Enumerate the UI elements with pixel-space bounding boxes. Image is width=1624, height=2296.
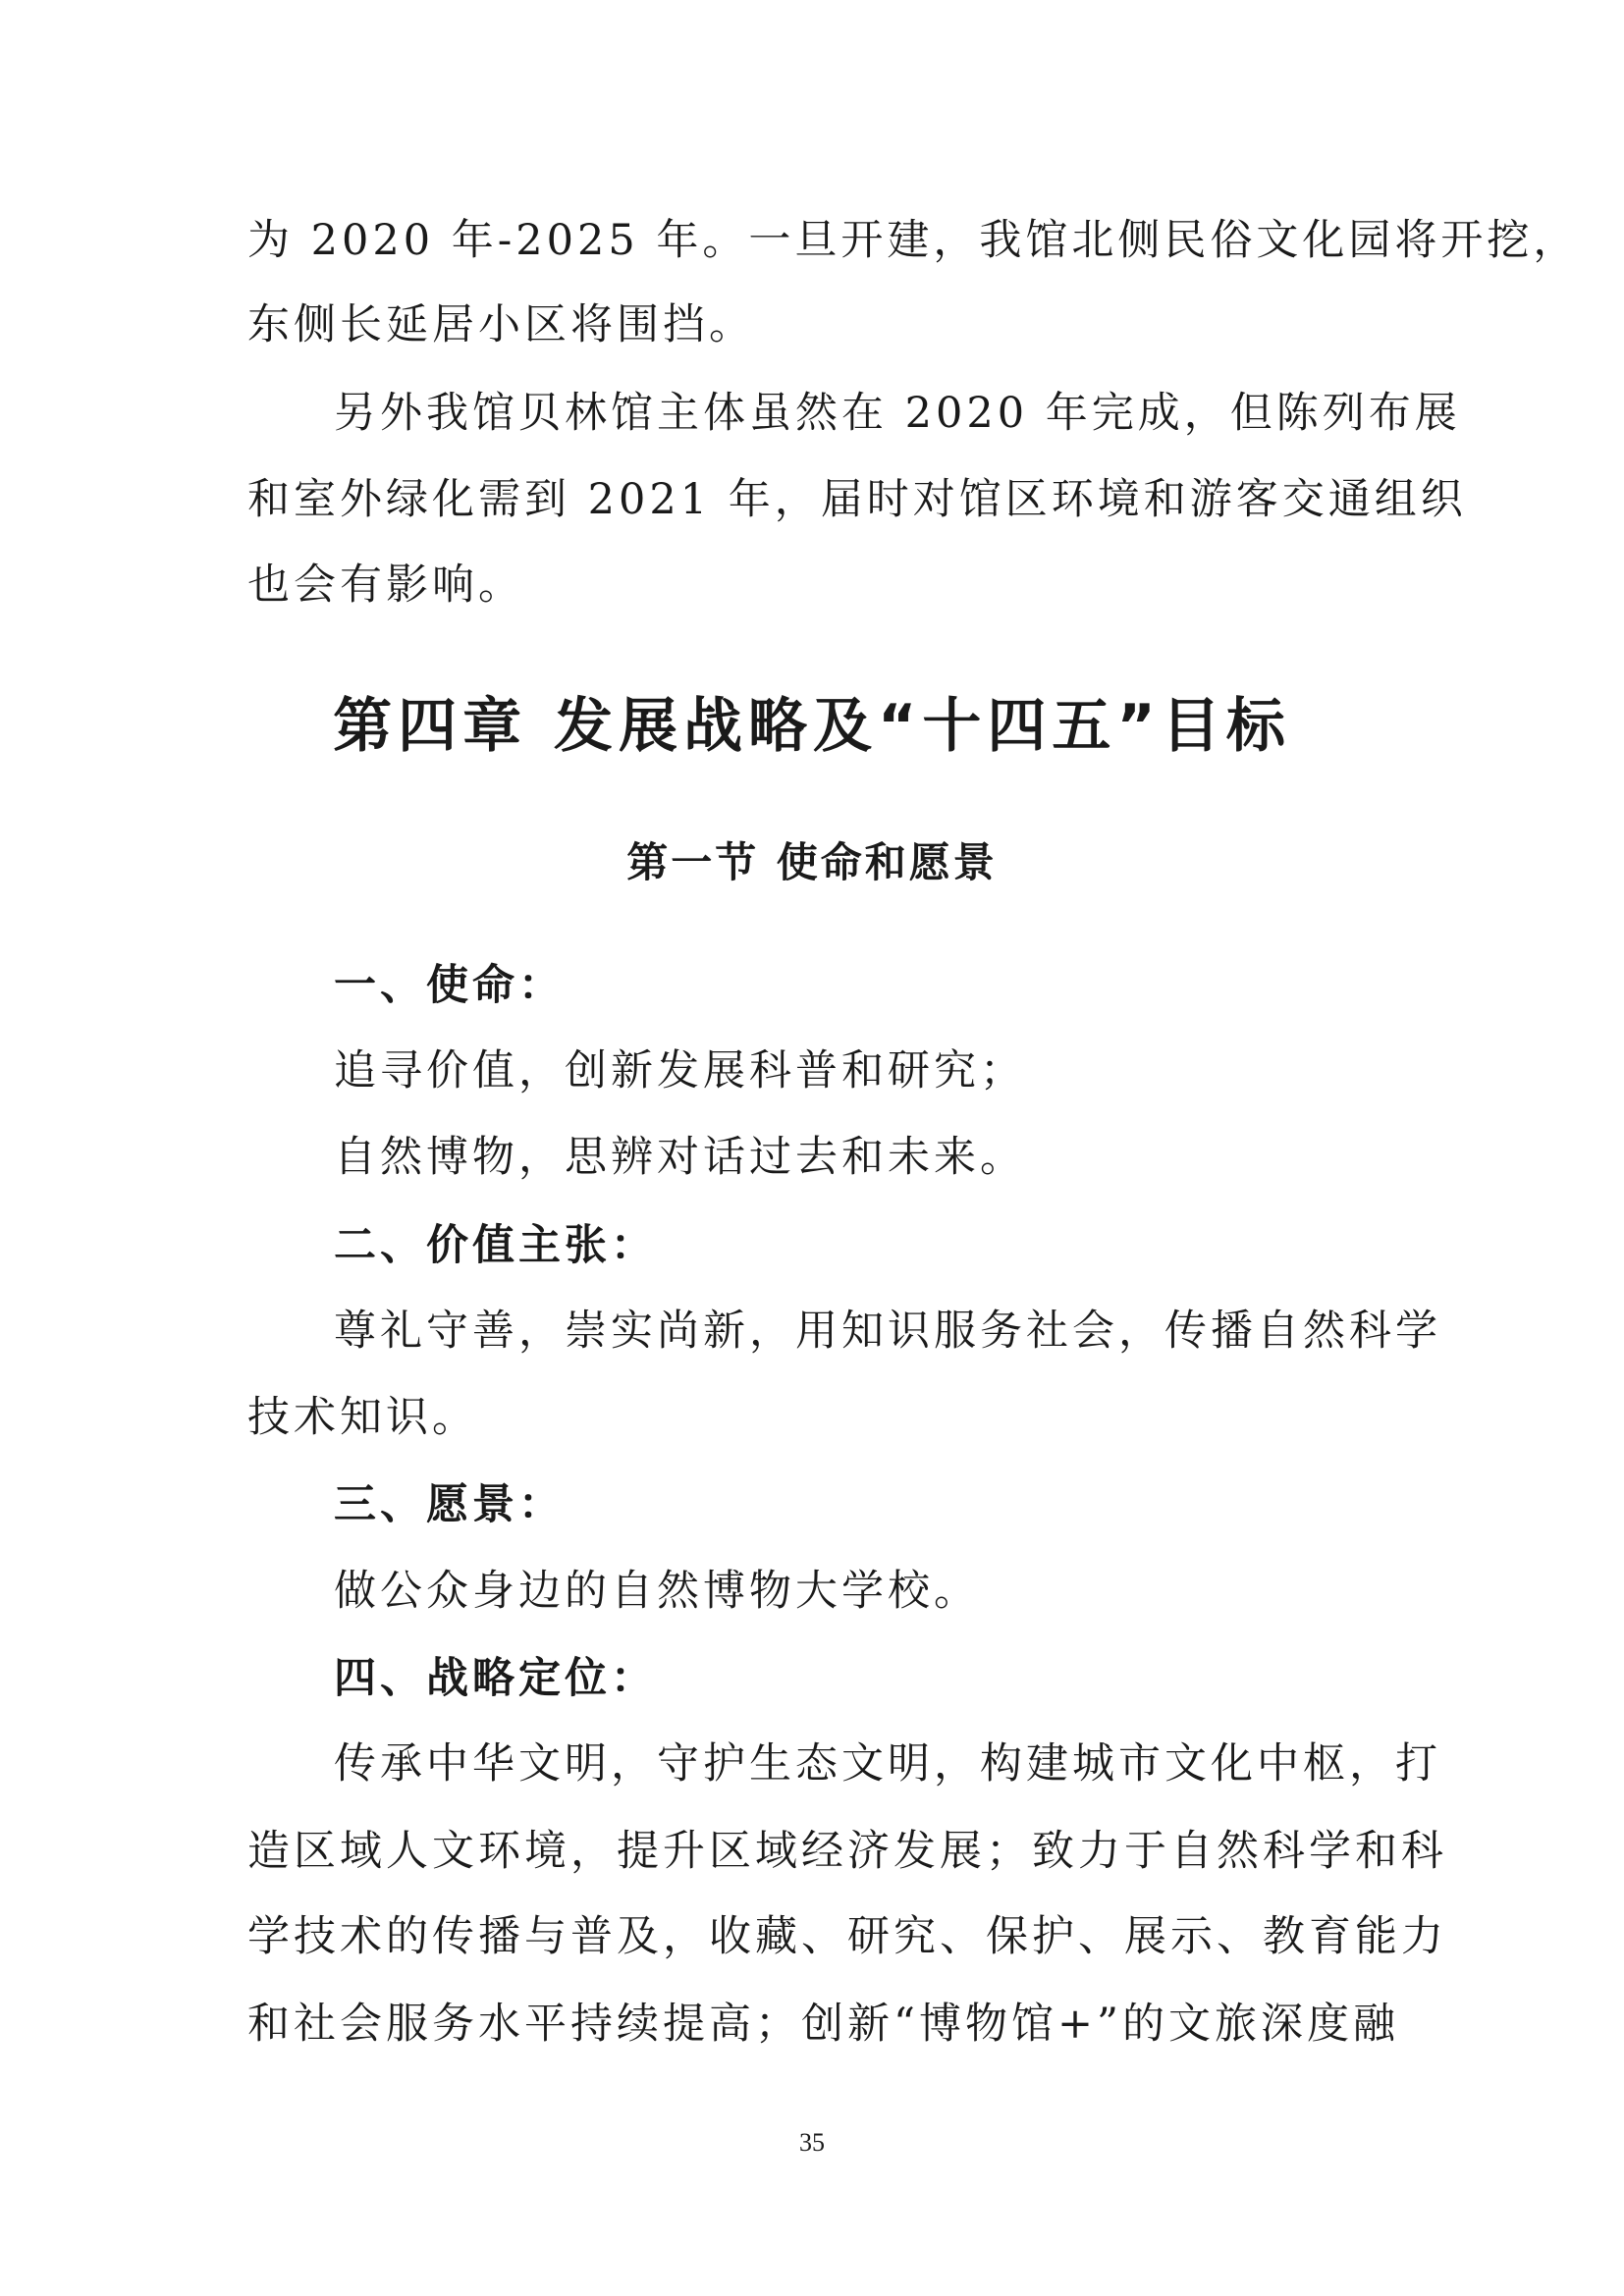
positioning-line: 和社会服务水平持续提高；创新“博物馆+”的文旅深度融 bbox=[247, 2000, 1399, 2049]
paragraph-line: 东侧长延居小区将围挡。 bbox=[247, 300, 755, 349]
paragraph-line: 为 2020 年-2025 年。一旦开建，我馆北侧民俗文化园将开挖， bbox=[247, 216, 1580, 265]
page-number: 35 bbox=[799, 2128, 825, 2157]
paragraph-line: 另外我馆贝林馆主体虽然在 2020 年完成，但陈列布展 bbox=[334, 389, 1461, 438]
chapter-title: 第四章 发展战略及“十四五”目标 bbox=[333, 692, 1291, 761]
section-title: 第一节 使命和愿景 bbox=[626, 838, 998, 886]
positioning-line: 传承中华文明，守护生态文明，构建城市文化中枢，打 bbox=[334, 1739, 1441, 1789]
values-line: 尊礼守善，崇实尚新，用知识服务社会，传播自然科学 bbox=[334, 1307, 1441, 1356]
mission-line: 自然博物，思辨对话过去和未来。 bbox=[334, 1133, 1026, 1182]
positioning-line: 学技术的传播与普及，收藏、研究、保护、展示、教育能力 bbox=[247, 1912, 1447, 1961]
values-line: 技术知识。 bbox=[247, 1393, 478, 1442]
mission-heading: 一、使命： bbox=[334, 961, 565, 1010]
paragraph-line: 也会有影响。 bbox=[247, 561, 524, 610]
mission-line: 追寻价值，创新发展科普和研究； bbox=[334, 1046, 1026, 1095]
positioning-heading: 四、战略定位： bbox=[334, 1654, 657, 1703]
positioning-line: 造区域人文环境，提升区域经济发展；致力于自然科学和科 bbox=[247, 1827, 1447, 1876]
vision-heading: 三、愿景： bbox=[334, 1480, 565, 1529]
paragraph-line: 和室外绿化需到 2021 年，届时对馆区环境和游客交通组织 bbox=[247, 475, 1467, 524]
vision-line: 做公众身边的自然博物大学校。 bbox=[334, 1567, 980, 1616]
values-heading: 二、价值主张： bbox=[334, 1221, 657, 1270]
